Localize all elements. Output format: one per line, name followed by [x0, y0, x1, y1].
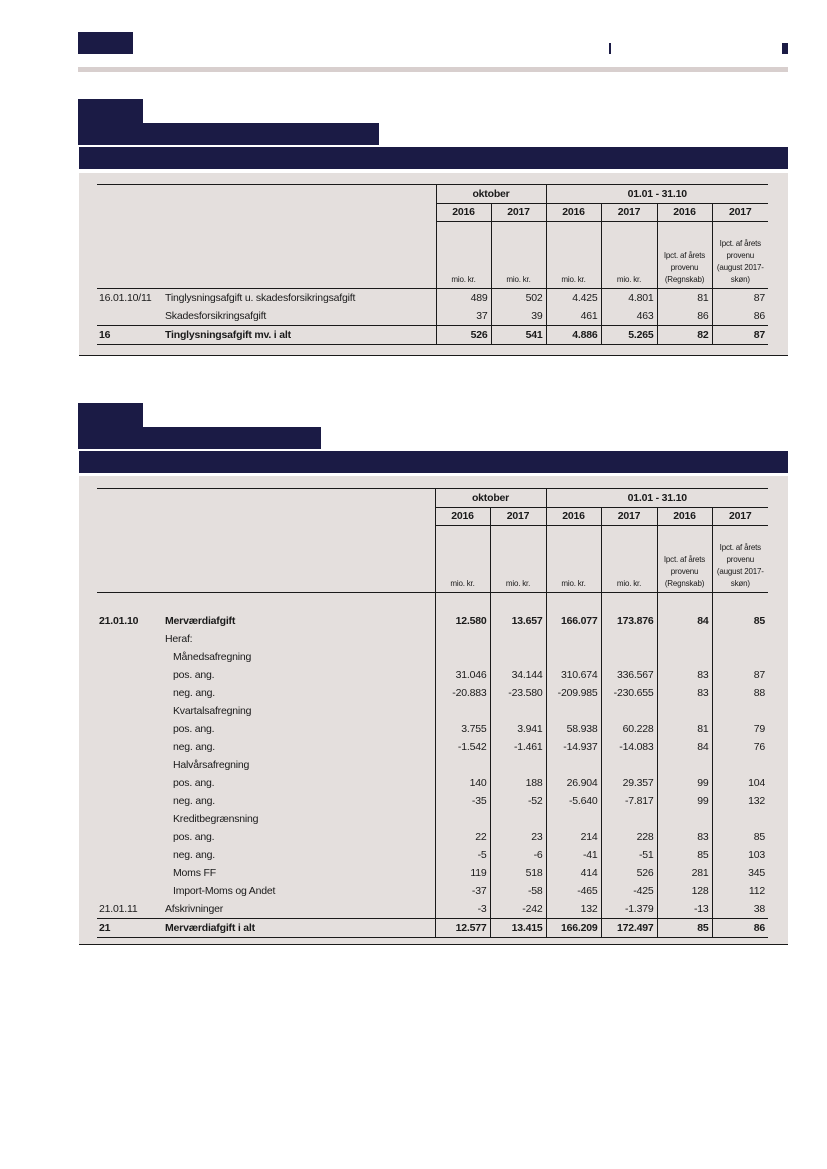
- row-value: -5.640: [546, 792, 601, 810]
- row-value: -6: [490, 846, 546, 864]
- section-b-banner: [79, 451, 788, 473]
- col-year: 2017: [601, 203, 657, 221]
- row-code: [97, 648, 163, 666]
- row-value: -51: [601, 846, 657, 864]
- row-value: 345: [712, 864, 768, 882]
- row-value: -3: [435, 900, 490, 919]
- row-label: neg. ang.: [173, 686, 215, 699]
- row-code: 21.01.10: [99, 614, 139, 627]
- row-label: Kvartalsafregning: [173, 704, 252, 717]
- row-label: pos. ang.: [173, 776, 215, 789]
- row-value: 81: [657, 288, 712, 307]
- row-value: 38: [712, 900, 768, 919]
- header-page-marker: [782, 43, 788, 54]
- col-year: 2017: [601, 507, 657, 525]
- row-value: 87: [712, 288, 768, 307]
- table-row: [97, 288, 768, 307]
- table-row: [97, 720, 768, 738]
- row-label: Halvårsafregning: [173, 758, 250, 771]
- row-value: [712, 810, 768, 828]
- row-value: [712, 630, 768, 648]
- row-code: [97, 720, 163, 738]
- row-code: [97, 666, 163, 684]
- row-code: [97, 846, 163, 864]
- table-row: [97, 702, 768, 720]
- row-value: [601, 630, 657, 648]
- row-label: Kreditbegrænsning: [173, 812, 259, 825]
- row-value: 84: [657, 612, 712, 630]
- row-value: 13.657: [490, 612, 546, 630]
- row-label: Skadesforsikringsafgift: [165, 309, 267, 322]
- row-value: 31.046: [435, 666, 490, 684]
- table-row: [97, 648, 768, 666]
- row-value: -425: [601, 882, 657, 900]
- row-value: [657, 756, 712, 774]
- row-value: -37: [435, 882, 490, 900]
- table-row: [97, 828, 768, 846]
- row-value: 4.801: [601, 288, 657, 307]
- col-year: 2016: [435, 507, 490, 525]
- row-value: 281: [657, 864, 712, 882]
- row-value: 463: [601, 307, 657, 326]
- row-value: 128: [657, 882, 712, 900]
- col-unit: Ipct. af årets provenu (Regnskab): [657, 221, 712, 288]
- row-value: -1.461: [490, 738, 546, 756]
- table-row: [97, 846, 768, 864]
- row-value: -7.817: [601, 792, 657, 810]
- row-value: [435, 810, 490, 828]
- row-value: [657, 648, 712, 666]
- col-group-period: 01.01 - 31.10: [546, 489, 768, 508]
- row-value: -58: [490, 882, 546, 900]
- row-value: 29.357: [601, 774, 657, 792]
- row-value: [712, 702, 768, 720]
- row-value: 489: [436, 288, 491, 307]
- row-value: 85: [657, 918, 712, 937]
- table-a-year-header: [97, 203, 768, 221]
- row-value: 58.938: [546, 720, 601, 738]
- row-value: 34.144: [490, 666, 546, 684]
- row-value: 23: [490, 828, 546, 846]
- row-value: 85: [712, 828, 768, 846]
- row-label: Tinglysningsafgift u. skadesforsikringsafgift: [165, 291, 356, 304]
- row-value: -242: [490, 900, 546, 919]
- row-value: 99: [657, 774, 712, 792]
- row-value: 99: [657, 792, 712, 810]
- header-rule: [78, 67, 788, 72]
- col-unit: Ipct. af årets provenu (august 2017-skøn): [712, 525, 768, 592]
- row-value: 188: [490, 774, 546, 792]
- row-value: [657, 702, 712, 720]
- row-value: [601, 702, 657, 720]
- table-a-group-header: [97, 185, 768, 204]
- row-code: [97, 307, 163, 326]
- row-value: 60.228: [601, 720, 657, 738]
- row-value: 39: [491, 307, 546, 326]
- table-b-body: [97, 612, 768, 938]
- section-b-title-bar: [78, 427, 321, 449]
- row-value: 166.077: [546, 612, 601, 630]
- row-code: 21.01.11: [99, 902, 138, 915]
- row-value: [601, 756, 657, 774]
- col-year: 2016: [546, 203, 601, 221]
- row-code: [97, 810, 163, 828]
- row-value: 86: [712, 307, 768, 326]
- row-value: [712, 756, 768, 774]
- row-label: Merværdiafgift i alt: [163, 918, 435, 937]
- table-b-spacer-row: [97, 592, 768, 612]
- row-value: [712, 648, 768, 666]
- section-a-banner: [79, 147, 788, 169]
- row-value: [546, 810, 601, 828]
- row-value: 214: [546, 828, 601, 846]
- row-value: -20.883: [435, 684, 490, 702]
- row-value: 228: [601, 828, 657, 846]
- col-unit: Ipct. af årets provenu (august 2017-skøn): [712, 221, 768, 288]
- row-value: 103: [712, 846, 768, 864]
- row-value: 87: [712, 666, 768, 684]
- row-value: 172.497: [601, 918, 657, 937]
- row-value: 336.567: [601, 666, 657, 684]
- row-value: 12.580: [435, 612, 490, 630]
- row-code: 16: [97, 325, 163, 344]
- row-value: 79: [712, 720, 768, 738]
- table-row: [97, 307, 768, 326]
- row-value: [490, 756, 546, 774]
- row-value: 310.674: [546, 666, 601, 684]
- row-label: Månedsafregning: [173, 650, 252, 663]
- row-value: -35: [435, 792, 490, 810]
- table-a: [97, 184, 768, 345]
- table-b: [97, 488, 768, 938]
- row-label: Merværdiafgift: [165, 614, 236, 627]
- row-label: pos. ang.: [173, 722, 215, 735]
- row-code: 16.01.10/11: [99, 291, 152, 304]
- row-value: 166.209: [546, 918, 601, 937]
- row-value: [490, 702, 546, 720]
- col-unit: mio. kr.: [490, 525, 546, 592]
- row-value: 112: [712, 882, 768, 900]
- row-value: [490, 810, 546, 828]
- row-value: 87: [712, 325, 768, 344]
- row-value: [657, 630, 712, 648]
- row-label: pos. ang.: [173, 668, 215, 681]
- row-value: -5: [435, 846, 490, 864]
- row-value: 84: [657, 738, 712, 756]
- row-value: 3.755: [435, 720, 490, 738]
- row-value: 5.265: [601, 325, 657, 344]
- row-value: 22: [435, 828, 490, 846]
- section-a-title-bar: [78, 123, 379, 145]
- table-row: [97, 756, 768, 774]
- row-value: 83: [657, 666, 712, 684]
- row-value: -230.655: [601, 684, 657, 702]
- row-value: -14.083: [601, 738, 657, 756]
- row-value: 526: [601, 864, 657, 882]
- row-value: 526: [436, 325, 491, 344]
- row-value: -465: [546, 882, 601, 900]
- row-value: -1.542: [435, 738, 490, 756]
- row-value: -52: [490, 792, 546, 810]
- row-value: 82: [657, 325, 712, 344]
- row-label: Heraf:: [165, 632, 193, 645]
- col-year: 2017: [712, 203, 768, 221]
- row-value: 518: [490, 864, 546, 882]
- row-value: -13: [657, 900, 712, 919]
- row-value: 86: [657, 307, 712, 326]
- row-value: 86: [712, 918, 768, 937]
- row-value: 104: [712, 774, 768, 792]
- row-value: -23.580: [490, 684, 546, 702]
- row-code: [97, 630, 163, 648]
- row-value: -41: [546, 846, 601, 864]
- section-a-tab: [78, 99, 143, 123]
- table-row: [97, 864, 768, 882]
- row-value: [435, 630, 490, 648]
- row-value: [490, 630, 546, 648]
- row-value: 4.425: [546, 288, 601, 307]
- col-unit: mio. kr.: [436, 221, 491, 288]
- row-value: 83: [657, 828, 712, 846]
- row-value: -209.985: [546, 684, 601, 702]
- col-unit: mio. kr.: [435, 525, 490, 592]
- header-tick-mark: [609, 43, 611, 54]
- row-value: 140: [435, 774, 490, 792]
- row-value: 119: [435, 864, 490, 882]
- row-label: neg. ang.: [173, 848, 215, 861]
- row-code: [97, 756, 163, 774]
- col-unit: mio. kr.: [546, 221, 601, 288]
- row-value: 173.876: [601, 612, 657, 630]
- col-year: 2016: [546, 507, 601, 525]
- col-group-period: 01.01 - 31.10: [546, 185, 768, 204]
- row-value: 12.577: [435, 918, 490, 937]
- row-value: 85: [657, 846, 712, 864]
- row-value: [546, 630, 601, 648]
- row-label: neg. ang.: [173, 794, 215, 807]
- table-row: [97, 325, 768, 344]
- table-row: [97, 882, 768, 900]
- row-value: 85: [712, 612, 768, 630]
- row-value: [657, 810, 712, 828]
- col-year: 2017: [712, 507, 768, 525]
- row-value: [435, 756, 490, 774]
- row-value: 37: [436, 307, 491, 326]
- table-row: [97, 612, 768, 630]
- row-value: 3.941: [490, 720, 546, 738]
- row-value: -14.937: [546, 738, 601, 756]
- table-row: [97, 684, 768, 702]
- row-value: [435, 702, 490, 720]
- row-label: Tinglysningsafgift mv. i alt: [163, 325, 436, 344]
- table-row: [97, 810, 768, 828]
- table-row: [97, 774, 768, 792]
- row-code: [97, 774, 163, 792]
- row-value: 13.415: [490, 918, 546, 937]
- row-value: 461: [546, 307, 601, 326]
- row-value: 132: [546, 900, 601, 919]
- table-row: [97, 666, 768, 684]
- row-label: pos. ang.: [173, 830, 215, 843]
- table-row: [97, 792, 768, 810]
- col-year: 2016: [657, 507, 712, 525]
- col-year: 2016: [657, 203, 712, 221]
- row-code: [97, 738, 163, 756]
- row-value: 88: [712, 684, 768, 702]
- table-a-body: [97, 288, 768, 344]
- section-b-tab: [78, 403, 143, 427]
- row-code: [97, 702, 163, 720]
- table-b-year-header: [97, 507, 768, 525]
- row-value: 541: [491, 325, 546, 344]
- col-year: 2017: [491, 203, 546, 221]
- row-label: Moms FF: [173, 866, 216, 879]
- row-value: 4.886: [546, 325, 601, 344]
- row-value: [490, 648, 546, 666]
- row-value: 83: [657, 684, 712, 702]
- row-value: 132: [712, 792, 768, 810]
- header-logo-block: [78, 32, 133, 54]
- row-code: [97, 684, 163, 702]
- row-value: 81: [657, 720, 712, 738]
- table-a-unit-header: [97, 221, 768, 288]
- row-label: Afskrivninger: [165, 902, 224, 915]
- row-value: 414: [546, 864, 601, 882]
- col-group-month: oktober: [436, 185, 546, 204]
- table-row: [97, 900, 768, 919]
- row-code: [97, 792, 163, 810]
- table-row: [97, 630, 768, 648]
- col-year: 2016: [436, 203, 491, 221]
- table-b-group-header: [97, 489, 768, 508]
- row-code: [97, 882, 163, 900]
- col-unit: mio. kr.: [601, 525, 657, 592]
- col-unit: mio. kr.: [601, 221, 657, 288]
- row-label: Import-Moms og Andet: [173, 884, 276, 897]
- row-value: -1.379: [601, 900, 657, 919]
- row-value: 502: [491, 288, 546, 307]
- row-code: [97, 828, 163, 846]
- col-unit: mio. kr.: [491, 221, 546, 288]
- table-row: [97, 738, 768, 756]
- row-value: [601, 648, 657, 666]
- table-row: [97, 918, 768, 937]
- row-value: [601, 810, 657, 828]
- col-unit: Ipct. af årets provenu (Regnskab): [657, 525, 712, 592]
- row-code: 21: [97, 918, 163, 937]
- col-year: 2017: [490, 507, 546, 525]
- table-b-unit-header: [97, 525, 768, 592]
- row-value: [546, 648, 601, 666]
- row-code: [97, 864, 163, 882]
- row-label: neg. ang.: [173, 740, 215, 753]
- row-value: 76: [712, 738, 768, 756]
- row-value: 26.904: [546, 774, 601, 792]
- col-unit: mio. kr.: [546, 525, 601, 592]
- row-value: [435, 648, 490, 666]
- row-value: [546, 702, 601, 720]
- col-group-month: oktober: [435, 489, 546, 508]
- row-value: [546, 756, 601, 774]
